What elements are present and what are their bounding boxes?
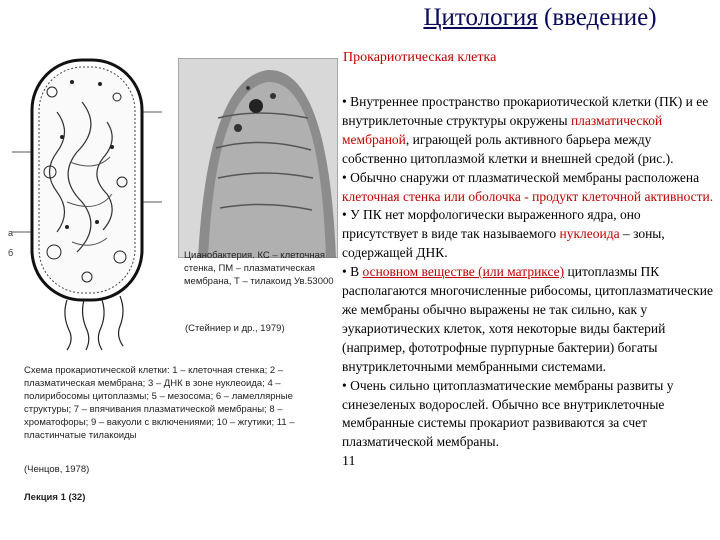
paragraph-cell-wall [342,169,718,207]
page-number: 11 [342,454,356,470]
paragraph-membrane [342,93,718,169]
slide-title [360,4,720,32]
lecture-label: Лекция 1 (32) [24,492,86,503]
p1-text-c: , играющей роль активного барьера между собственно цитоплазмой клетки и внешней средой (рис.). [342,131,674,166]
p4-text-a: • В [342,264,363,280]
paragraph-cyanobacteria [342,377,718,453]
p3-highlight: нуклеоида [559,226,620,242]
p4-highlight: основном веществе (или матриксе) [362,264,565,280]
p3-text-c: – зоны, содержащей ДНК. [342,226,665,261]
p2-text-a: • Обычно снаружи от плазматической мембраны расположена [342,169,700,185]
title-main: Цитология [423,4,538,31]
paragraph-matrix [342,263,718,376]
prokaryotic-cell-diagram [12,52,172,352]
p5-text: • Очень сильно цитоплазматические мембраны развиты у синезеленых водорослей. Обычно все внутриклеточные мембранные системы прокариот развиваются за счет плазматической мембраны. [342,377,674,450]
p1-highlight: плазматической мембраной [342,112,663,147]
figure-label-a: а [8,228,14,238]
page-number-line [342,452,718,472]
p4-text-c: цитоплазмы ПК располагаются многочисленные рибосомы, цитоплазматические же мембраны обычно выражены не так сильно, как у эукариотических клеток, хотя некоторые виды бактерий (например, фототрофные пурпурные бактерии) богаты внутриклеточными мембранными системами. [342,264,713,374]
scheme-caption: Схема прокариотической клетки: 1 – клеточная стенка; 2 – плазматическая мембрана; 3 – ДНК в зоне нуклеоида; 4 – полирибосомы цитоплазмы; 5 – мезосома; 6 – ламеллярные структуры; 7 – впячивания плазматической мембраны; 8 – хроматофоры; 9 – вакуоли с включениями; 10 – жгутики; 11 – пластинчатые тилакоиды [24,365,295,441]
slide-subtitle: Прокариотическая клетка [343,50,497,65]
title-rest: (введение) [544,4,657,31]
paragraph-nucleoid [342,206,718,263]
cyanobacterium-micrograph [178,58,338,258]
scheme-source: (Ченцов, 1978) [24,464,90,475]
p2-highlight: клеточная стенка или оболочка - продукт клеточной активности. [342,188,714,204]
p1-text-a: • Внутреннее пространство прокариотической клетки (ПК) и ее внутриклеточные структуры окружены [342,94,709,128]
p3-text-a: • У ПК нет морфологически выраженного ядра, оно присутствует в виде так называемого [342,207,641,242]
micrograph-source: (Стейниер и др., 1979) [185,323,285,334]
micrograph-caption: Цианобактерия. КС – клеточная стенка, ПМ – плазматическая мембрана, Т – тилакоид Ув.53000 [184,250,334,287]
figure-label-b: б [8,248,14,258]
main-text [342,93,718,472]
